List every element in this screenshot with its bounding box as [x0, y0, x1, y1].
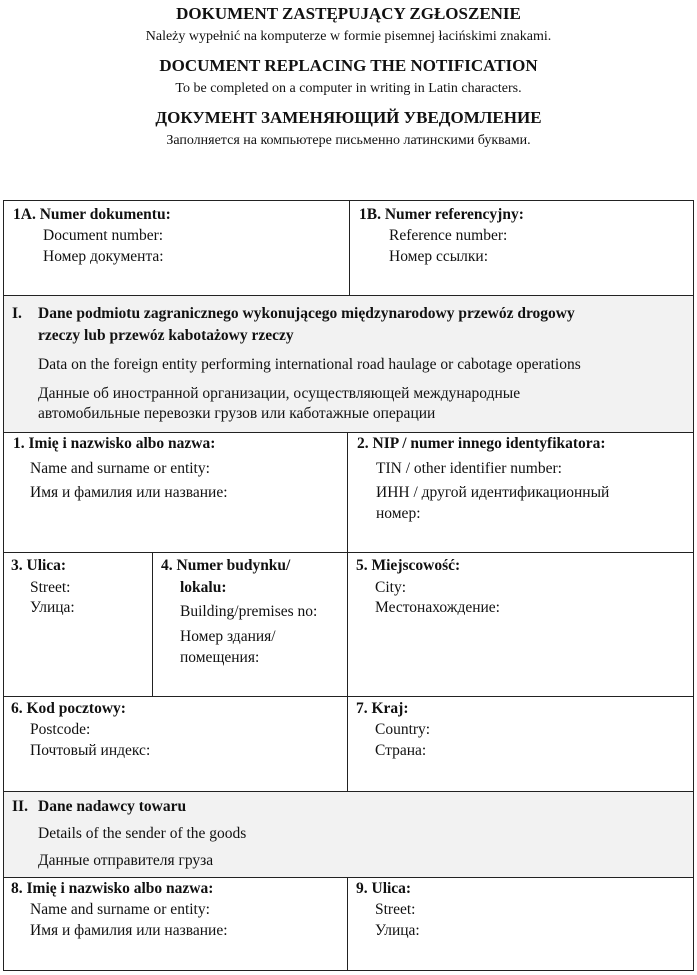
section-title: Dane nadawcy towaru [38, 798, 187, 815]
field-label-ru: Номер ссылки: [389, 248, 489, 265]
field-label-en: Document number: [43, 227, 164, 244]
section-number: I. [12, 305, 22, 322]
field-2-tin[interactable] [347, 432, 693, 552]
field-label-en: Street: [30, 579, 71, 596]
field-label: 7. Kraj: [356, 700, 409, 717]
title-ru: ДОКУМЕНТ ЗАМЕНЯЮЩИЙ УВЕДОМЛЕНИЕ [155, 108, 542, 127]
field-label-ru: Почтовый индекс: [30, 742, 151, 759]
subtitle-ru: Заполняется на компьютере письменно латинскими буквами. [166, 133, 531, 148]
field-label-en: Building/premises no: [180, 603, 318, 620]
field-9-sender-street[interactable] [347, 877, 693, 970]
section-title-en: Data on the foreign entity performing international road haulage or cabotage operations [38, 356, 581, 373]
field-label-ru: Имя и фамилия или название: [30, 922, 228, 939]
field-label: 1B. Numer referencyjny: [359, 206, 524, 223]
field-label-en: Name and surname or entity: [30, 460, 210, 477]
field-label-en: City: [375, 579, 407, 596]
field-label-ru: ИНН / другой идентификационный [376, 484, 610, 501]
title-pl: DOKUMENT ZASTĘPUJĄCY ZGŁOSZENIE [176, 4, 521, 23]
section-2 [3, 791, 694, 877]
field-6-postcode[interactable] [3, 696, 347, 791]
field-1a-document-number[interactable] [3, 200, 349, 295]
field-label: 3. Ulica: [11, 557, 67, 574]
field-8-sender-name[interactable] [3, 877, 347, 970]
field-label-en: Postcode: [30, 721, 91, 738]
field-label: 6. Kod pocztowy: [11, 700, 126, 717]
section-1 [3, 295, 694, 432]
field-3-street[interactable] [3, 552, 152, 696]
section-title: rzeczy lub przewóz kabotażowy rzeczy [38, 327, 294, 344]
section-title-en: Details of the sender of the goods [38, 825, 247, 842]
field-label-en: Reference number: [389, 227, 508, 244]
section-title-ru: автомобильные перевозки грузов или каботажные операции [38, 405, 436, 422]
field-label-en: Country: [375, 721, 431, 738]
field-label: 5. Miejscowość: [356, 557, 461, 574]
field-label: 8. Imię i nazwisko albo nazwa: [11, 880, 214, 897]
field-label-ru: номер: [376, 505, 421, 522]
field-label-en: Name and surname or entity: [30, 901, 210, 918]
section-number: II. [12, 798, 28, 815]
title-en: DOCUMENT REPLACING THE NOTIFICATION [159, 56, 538, 75]
field-label: 2. NIP / numer innego identyfikatora: [357, 435, 606, 452]
field-label-ru: Улица: [375, 922, 420, 939]
field-label-ru: Местонахождение: [375, 599, 500, 616]
field-label-en: Street: [375, 901, 416, 918]
field-label-ru: Номер здания/ [180, 628, 276, 645]
section-title-ru: Данные отправителя груза [38, 852, 214, 869]
field-label: 4. Numer budynku/ [161, 557, 291, 574]
field-label-ru: Страна: [375, 742, 427, 759]
field-5-city[interactable] [347, 552, 693, 696]
subtitle-en: To be completed on a computer in writing in Latin characters. [175, 81, 522, 96]
field-4-building-number[interactable] [152, 552, 347, 696]
field-label-en: TIN / other identifier number: [376, 460, 562, 477]
field-label-ru: Номер документа: [43, 248, 164, 265]
field-7-country[interactable] [347, 696, 693, 791]
field-label: 9. Ulica: [356, 880, 412, 897]
field-1-name[interactable] [3, 432, 347, 552]
section-title: Dane podmiotu zagranicznego wykonującego międzynarodowy przewóz drogowy [38, 305, 575, 322]
field-1b-reference-number[interactable] [349, 200, 693, 295]
field-label-ru: Улица: [30, 599, 75, 616]
field-label: 1. Imię i nazwisko albo nazwa: [13, 435, 216, 452]
subtitle-pl: Należy wypełnić na komputerze w formie pisemnej łacińskimi znakami. [145, 29, 552, 44]
section-title-ru: Данные об иностранной организации, осуществляющей международные [38, 385, 521, 402]
field-label: 1A. Numer dokumentu: [13, 206, 171, 223]
field-label-ru: помещения: [180, 649, 260, 666]
field-label-ru: Имя и фамилия или название: [30, 484, 228, 501]
field-label: lokalu: [180, 579, 227, 596]
table-border-bottom [3, 970, 694, 971]
